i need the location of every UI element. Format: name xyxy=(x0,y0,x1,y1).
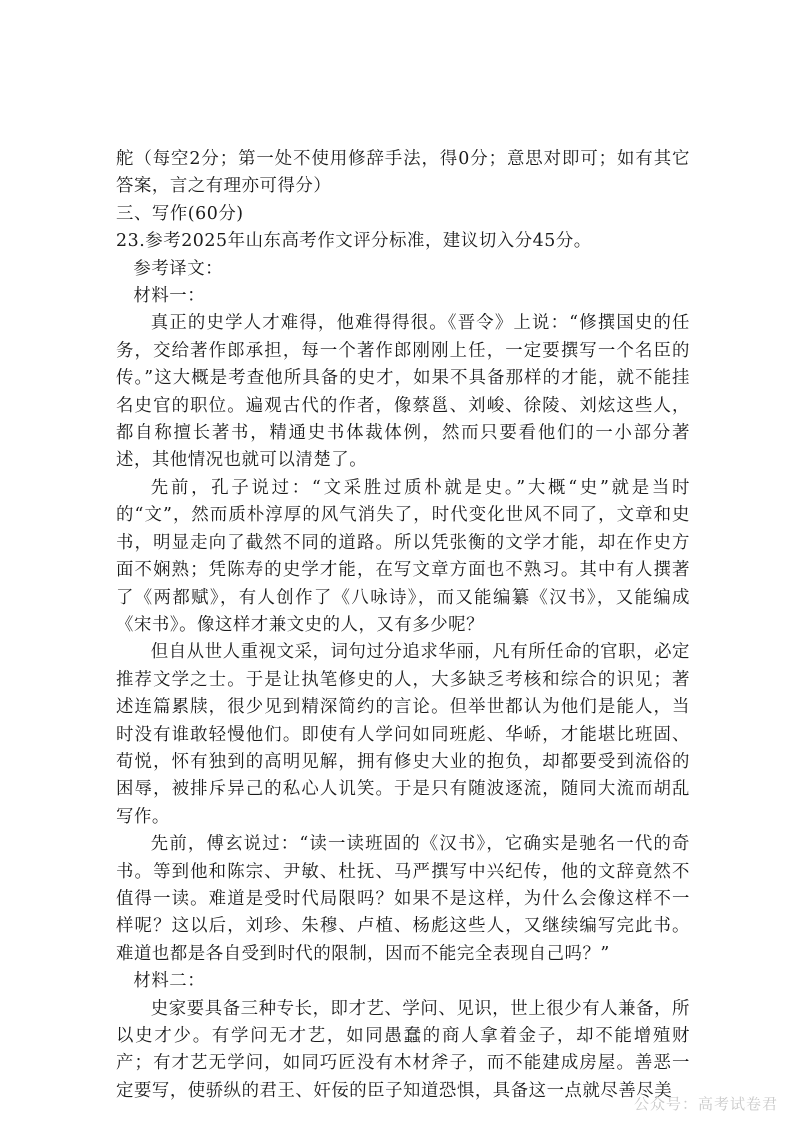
document-body xyxy=(116,146,690,1105)
watermark-text: 公众号：高考试卷君 xyxy=(633,1095,778,1113)
body-paragraph: 真正的史学人才难得，他难得得很。《晋令》上说：“修撰国史的任务，交给著作郎承担，每一个著作郎刚刚上任，一定要撰写一个名臣的传。”这大概是考查他所具备的史才，如果不具备那样的才能，就不能挂名史官的职位。遍观古代的作者，像蔡邕、刘峻、徐陵、刘炫这些人，都自称擅长著书，精通史书体裁体例，然而只要看他们的一小部分著述，其他情况也就可以清楚了。 xyxy=(116,313,690,471)
body-paragraph: 但自从世人重视文采，词句过分追求华丽，凡有所任命的官职，必定推荐文学之士。于是让执笔修史的人，大多缺乏考核和综合的识见；著述连篇累牍，很少见到精深简约的言论。但举世都认为他们是能人，当时没有谁敢轻慢他们。即使有人学问如同班彪、华峤，才能堪比班固、荀悦，怀有独到的高明见解，拥有修史大业的抱负，却都要受到流俗的困辱，被排斥异己的私心人讥笑。于是只有随波逐流，随同大流而胡乱写作。 xyxy=(116,642,690,827)
body-paragraph: 先前，傅玄说过：“读一读班固的《汉书》，它确实是驰名一代的奇书。等到他和陈宗、尹敏、杜抚、马严撰写中兴纪传，他的文辞竟然不值得一读。难道是受时代局限吗？如果不是这样，为什么会像这样不一样呢？这以后，刘珍、朱穆、卢植、杨彪这些人，又继续编写完此书。难道也都是各自受到时代的限制，因而不能完全表现自己吗？” xyxy=(116,834,690,964)
section-heading-writing: 三、写作(60分) xyxy=(116,203,244,224)
material-one-heading: 材料一： xyxy=(133,286,206,307)
answer-note-paragraph: 舵（每空2分；第一处不使用修辞手法，得0分；意思对即可；如有其它答案，言之有理亦可得分） xyxy=(116,149,690,197)
body-paragraph: 先前，孔子说过：“文采胜过质朴就是史。”大概“史”就是当时的“文”，然而质朴淳厚的风气消失了，时代变化世风不同了，文章和史书，明显走向了截然不同的道路。所以凭张衡的文学才能，却在作史方面不娴熟；凭陈寿的史学才能，在写文章方面也不熟习。其中有人撰著了《两都赋》，有人创作了《八咏诗》，而又能编纂《汉书》，又能编成《宋书》。像这样才兼文史的人，又有多少呢？ xyxy=(116,477,690,635)
body-paragraph: 史家要具备三种专长，即才艺、学问、见识，世上很少有人兼备，所以史才少。有学问无才艺，如同愚蠢的商人拿着金子，却不能增殖财产；有才艺无学问，如同巧匠没有木材斧子，而不能建成房屋。善恶一定要写，使骄纵的君王、奸佞的臣子知道恐惧，具备这一点就尽善尽美 xyxy=(116,998,690,1101)
material-two-heading: 材料二： xyxy=(133,971,206,992)
reference-translation-label: 参考译文： xyxy=(133,258,224,279)
question-23-paragraph: 23.参考2025年山东高考作文评分标准，建议切入分45分。 xyxy=(116,231,592,252)
